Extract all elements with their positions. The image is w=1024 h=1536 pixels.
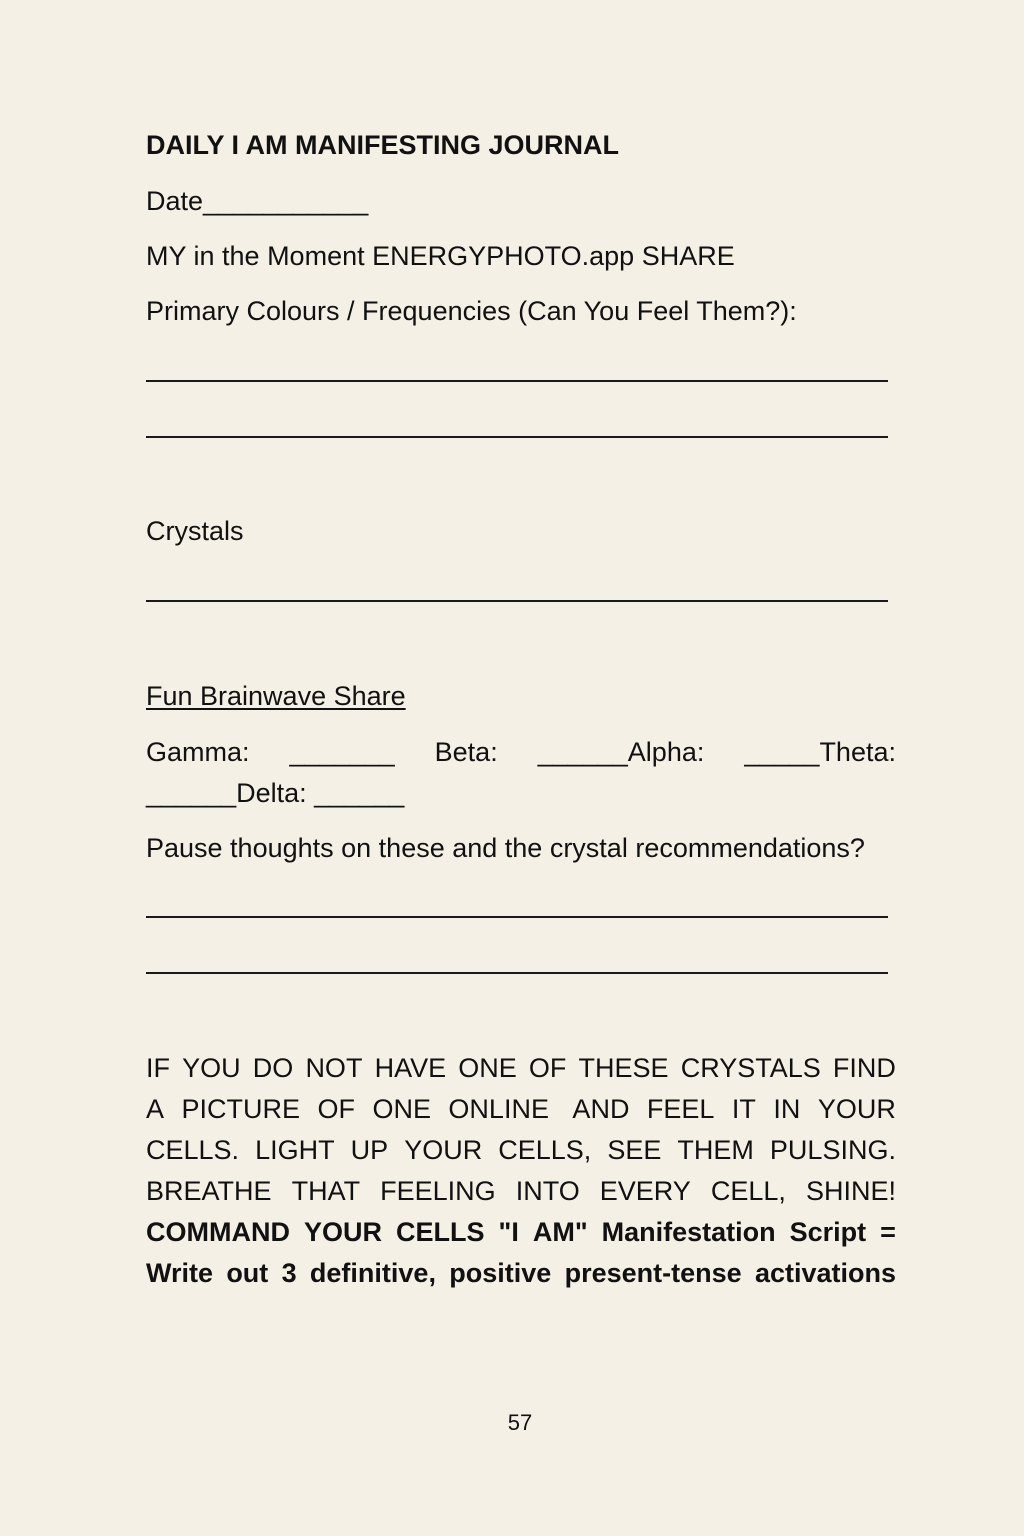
theta-delta-fields[interactable]: ______Delta: ______	[146, 778, 405, 808]
date-field[interactable]: Date___________	[146, 186, 369, 216]
brainwave-heading: Fun Brainwave Share	[146, 681, 406, 711]
instructions-line: CELLS. LIGHT UP YOUR CELLS, SEE THEM PULSING.	[146, 1135, 896, 1165]
instructions-line: IF YOU DO NOT HAVE ONE OF THESE CRYSTALS FIND	[146, 1053, 896, 1083]
instructions-line: BREATHE THAT FEELING INTO EVERY CELL, SHINE!	[146, 1176, 896, 1206]
beta-label: Beta:	[434, 737, 498, 767]
pause-answer-line-1[interactable]	[146, 916, 888, 918]
page-number: 57	[507, 1410, 533, 1435]
colours-answer-line-1[interactable]	[146, 380, 888, 382]
instructions-paragraph	[146, 1048, 896, 1294]
colours-prompt: Primary Colours / Frequencies (Can You Feel Them?):	[146, 296, 797, 326]
pause-prompt: Pause thoughts on these and the crystal recommendations?	[146, 833, 865, 863]
gamma-field[interactable]: _______	[289, 737, 395, 767]
command-line: COMMAND YOUR CELLS "I AM" Manifestation Script =	[146, 1217, 896, 1247]
page-title: DAILY I AM MANIFESTING JOURNAL	[146, 130, 620, 160]
colours-answer-line-2[interactable]	[146, 436, 888, 438]
brainwave-row	[146, 735, 896, 769]
pause-answer-line-2[interactable]	[146, 972, 888, 974]
command-line: Write out 3 definitive, positive present-tense activations	[146, 1258, 896, 1288]
instructions-line: A PICTURE OF ONE ONLINE AND FEEL IT IN YOUR	[146, 1094, 896, 1124]
alpha-field-theta-label[interactable]: _____Theta:	[744, 737, 896, 767]
gamma-label: Gamma:	[146, 737, 250, 767]
crystals-label: Crystals	[146, 516, 244, 546]
crystals-answer-line[interactable]	[146, 600, 888, 602]
energy-photo-line: MY in the Moment ENERGYPHOTO.app SHARE	[146, 241, 735, 271]
beta-field-alpha-label[interactable]: ______Alpha:	[537, 737, 705, 767]
